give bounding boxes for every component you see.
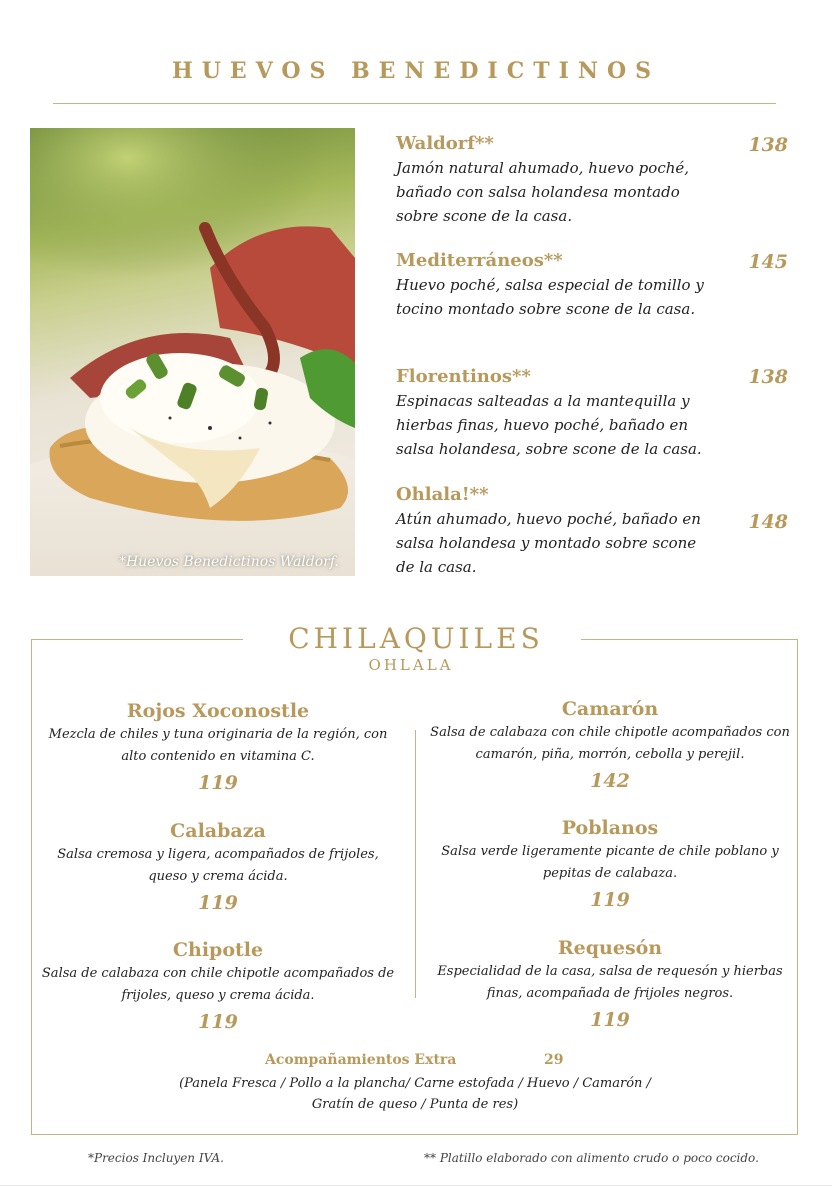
item-price: 119: [198, 772, 238, 794]
item-price: 145: [748, 251, 788, 273]
menu-item-mediterraneos: [396, 250, 788, 321]
item-description: Espinacas salteadas a la mantequilla y hierbas finas, huevo poché, bañado en salsa holandesa, sobre scone de la casa.: [396, 392, 702, 458]
item-description: Salsa de calabaza con chile chipotle acompañados de frijoles, queso y crema ácida.: [41, 966, 395, 1003]
item-name: Calabaza: [170, 820, 266, 842]
dish-illustration: [30, 128, 355, 576]
item-description: Salsa verde ligeramente picante de chile poblano y pepitas de calabaza.: [441, 844, 779, 881]
chilaquiles-item-chipotle: [38, 939, 398, 1033]
chilaquiles-item-camaron: [430, 698, 790, 792]
item-price: 119: [198, 1011, 238, 1033]
item-name: Requesón: [557, 937, 663, 959]
chilaquiles-title: CHILAQUILES: [288, 622, 544, 655]
item-name: Ohlala!**: [396, 484, 489, 505]
extras-label: Acompañamientos Extra: [265, 1052, 457, 1068]
dish-photo: [30, 128, 355, 576]
item-price: 138: [748, 366, 788, 388]
item-name: Mediterráneos**: [396, 250, 563, 271]
chilaquiles-item-rojos: [38, 700, 398, 794]
menu-item-waldorf: [396, 133, 788, 228]
item-description: Huevo poché, salsa especial de tomillo y tocino montado sobre scone de la casa.: [396, 276, 704, 318]
section-title: HUEVOS BENEDICTINOS: [171, 58, 661, 84]
chilaquiles-item-calabaza: [38, 820, 398, 914]
title-divider: [53, 103, 776, 104]
item-price: 119: [590, 889, 630, 911]
footnote-tax: *Precios Incluyen IVA.: [88, 1151, 224, 1165]
extras-options: (Panela Fresca / Pollo a la plancha/ Carne estofada / Huevo / Camarón / Gratín de queso / Punta de res): [179, 1076, 651, 1112]
item-description: Atún ahumado, huevo poché, bañado en salsa holandesa y montado sobre scone de la casa.: [396, 510, 701, 576]
column-divider: [415, 730, 416, 998]
item-description: Mezcla de chiles y tuna originaria de la región, con alto contenido en vitamina C.: [48, 727, 388, 764]
item-description: Especialidad de la casa, salsa de requesón y hierbas finas, acompañada de frijoles negros.: [437, 964, 783, 1001]
item-description: Salsa de calabaza con chile chipotle acompañados con camarón, piña, morrón, cebolla y perejil.: [430, 725, 790, 762]
item-name: Rojos Xoconostle: [126, 700, 310, 722]
footnote-raw-food: ** Platillo elaborado con alimento crudo o poco cocido.: [424, 1151, 759, 1165]
menu-item-florentinos: [396, 366, 788, 461]
chilaquiles-item-requeson: [430, 937, 790, 1031]
item-price: 119: [198, 892, 238, 914]
item-name: Camarón: [561, 698, 659, 720]
item-price: 148: [748, 511, 788, 533]
item-price: 142: [590, 770, 630, 792]
item-description: Jamón natural ahumado, huevo poché, bañado con salsa holandesa montado sobre scone de la casa.: [396, 159, 690, 225]
extras-price: 29: [544, 1052, 564, 1068]
item-name: Poblanos: [561, 817, 659, 839]
menu-item-ohlala: [396, 484, 788, 579]
chilaquiles-item-poblanos: [430, 817, 790, 911]
item-description: Salsa cremosa y ligera, acompañados de frijoles, queso y crema ácida.: [57, 847, 379, 884]
item-price: 119: [590, 1009, 630, 1031]
item-price: 138: [748, 134, 788, 156]
item-name: Chipotle: [172, 939, 264, 961]
item-name: Florentinos**: [396, 366, 531, 387]
chilaquiles-subtitle: OHLALA: [368, 656, 454, 674]
item-name: Waldorf**: [396, 133, 494, 154]
photo-caption: *Huevos Benedictinos Waldorf.: [118, 554, 339, 570]
